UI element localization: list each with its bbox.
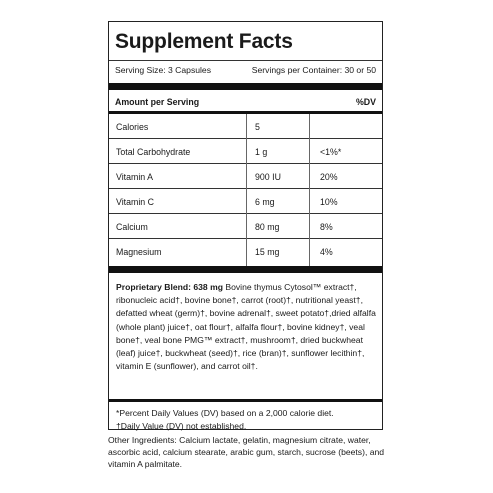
servings-per-container: Servings per Container: 30 or 50 [251, 65, 376, 75]
column-separator [246, 114, 247, 266]
nutrient-name: Vitamin A [116, 172, 153, 182]
nutrient-name: Magnesium [116, 247, 162, 257]
nutrient-amount: 80 mg [255, 222, 280, 232]
footnotes [116, 407, 376, 432]
dv-footnote: *Percent Daily Values (DV) based on a 2,000 calorie diet. [116, 408, 334, 418]
nutrient-name: Vitamin C [116, 197, 154, 207]
other-ingredients: Other Ingredients: Calcium lactate, gelatin, magnesium citrate, water, ascorbic acid, calcium stearate, arabic gum, starch, sucrose (beets), and vitamin A palmitate. [108, 435, 385, 470]
dv-label: %DV [355, 97, 376, 107]
supplement-facts-panel [108, 21, 383, 430]
divider [109, 60, 382, 61]
medium-divider [109, 399, 382, 402]
nutrient-dv: 10% [320, 197, 338, 207]
nutrient-dv: 4% [320, 247, 333, 257]
nutrient-name: Calories [116, 122, 149, 132]
proprietary-blend [116, 281, 376, 373]
nutrient-name: Total Carbohydrate [116, 147, 191, 157]
column-separator [309, 114, 310, 266]
panel-title: Supplement Facts [115, 30, 293, 53]
proprietary-blend-text: Bovine thymus Cytosol™ extract†, ribonucleic acid†, bovine bone†, carrot (root)†, nutritional yeast†, defatted wheat (germ)†, bovine adrenal†, sweet potato†,dried alfalfa (whole plant) juice†, oat flour†, alfalfa flour†, bovine kidney†, veal bone†, veal bone PMG™ extract†, mushroom†, dried buckwheat (leaf) juice†, buckwheat (seed)†, rice (bran)†, sunflower lecithin†, vitamin E (sunflower), and carrot oil†. [116, 282, 376, 372]
serving-size: Serving Size: 3 Capsules [115, 65, 212, 75]
proprietary-blend-label: Proprietary Blend: 638 mg [116, 282, 223, 292]
amount-header [115, 97, 376, 107]
nutrient-amount: 6 mg [255, 197, 275, 207]
thick-divider [109, 83, 382, 90]
dagger-footnote: †Daily Value (DV) not established. [116, 420, 247, 431]
nutrient-dv: <1%* [320, 147, 342, 157]
nutrient-amount: 5 [255, 122, 260, 132]
nutrient-amount: 1 g [255, 147, 268, 157]
nutrient-dv: 8% [320, 222, 333, 232]
nutrient-name: Calcium [116, 222, 148, 232]
nutrient-amount: 900 IU [255, 172, 281, 182]
serving-info [115, 65, 376, 75]
nutrient-amount: 15 mg [255, 247, 280, 257]
amount-per-serving-label: Amount per Serving [115, 97, 200, 107]
thick-divider [109, 266, 382, 273]
nutrient-dv: 20% [320, 172, 338, 182]
